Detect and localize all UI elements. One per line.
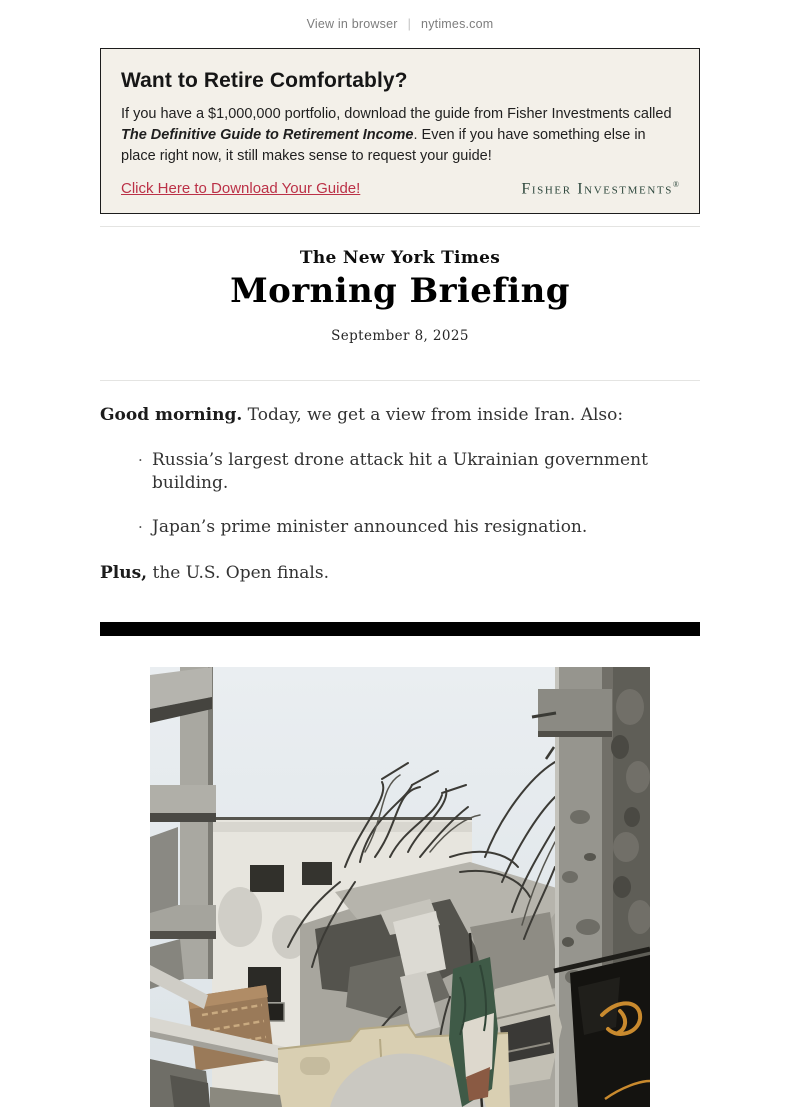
lead-paragraph: Good morning. Today, we get a view from inside Iran. Also: [100, 404, 624, 425]
ad-guide-title: The Definitive Guide to Retirement Income [121, 126, 414, 143]
nytimes-link[interactable]: nytimes.com [421, 17, 494, 31]
bullet-text-japan: Japan’s prime minister announced his resignation. [152, 516, 588, 537]
divider-rule-masthead [100, 380, 700, 381]
ad-headline: Want to Retire Comfortably? [121, 69, 408, 92]
bullet-icon: · [138, 517, 143, 536]
list-item [138, 516, 700, 539]
article-photo[interactable] [150, 667, 650, 1107]
good-morning-label: Good morning. [100, 404, 243, 425]
topbar-separator: | [407, 17, 412, 31]
sponsor-ad-box [100, 48, 700, 214]
ad-body-text: If you have a $1,000,000 portfolio, download the guide from Fisher Investments called The Definitive Guide to Retirement Income. Even if you have something else in place right now, it still makes sense to request your guide! [121, 106, 672, 164]
plus-label: Plus, [100, 562, 148, 583]
view-in-browser-link[interactable]: View in browser [306, 17, 398, 31]
bullet-text-ukraine: Russia’s largest drone attack hit a Ukrainian government building. [152, 449, 648, 493]
plus-paragraph: Plus, the U.S. Open finals. [100, 562, 329, 583]
fisher-investments-logo: Fisher Investments® [521, 179, 679, 197]
newsletter-title: Morning Briefing [230, 270, 570, 311]
issue-date: September 8, 2025 [331, 327, 469, 344]
ad-download-link[interactable]: Click Here to Download Your Guide! [121, 180, 361, 198]
bullet-icon: · [138, 450, 143, 469]
section-divider-bar [100, 622, 700, 636]
divider-rule-top [100, 226, 700, 227]
list-item [138, 449, 700, 495]
nyt-wordmark: The New York Times [299, 247, 501, 268]
destroyed-building-illustration [150, 667, 650, 1107]
email-topbar [0, 0, 800, 31]
